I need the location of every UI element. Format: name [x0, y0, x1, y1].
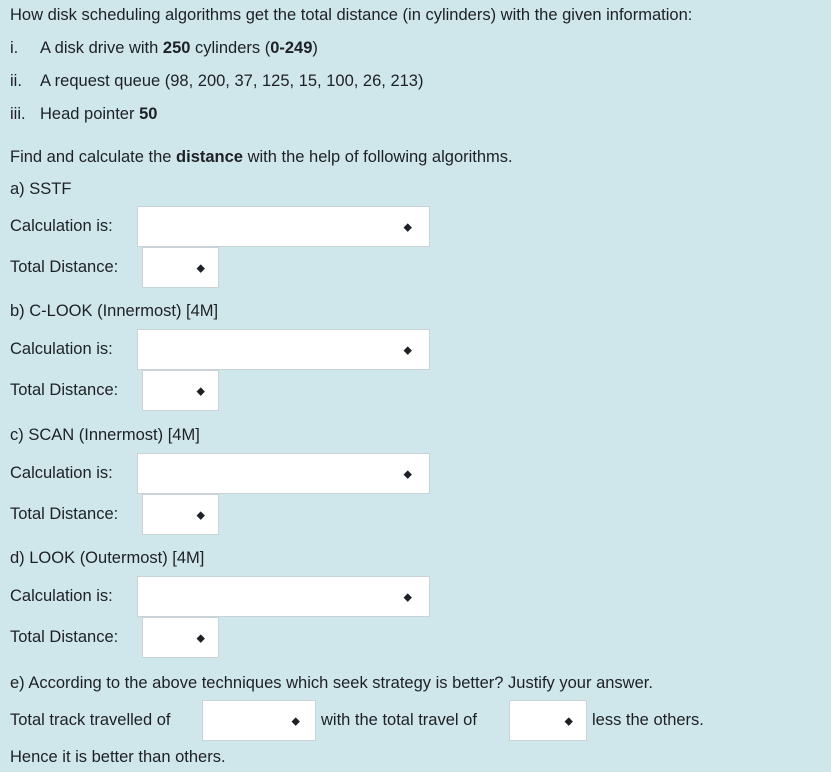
calculation-select-look[interactable]	[137, 576, 430, 617]
calculation-label: Calculation is:	[10, 587, 113, 605]
question-intro: How disk scheduling algorithms get the total distance (in cylinders) with the given information:	[10, 6, 693, 24]
given-item-2: ii. A request queue (98, 200, 37, 125, 15, 100, 26, 213)	[10, 72, 424, 90]
calculation-label: Calculation is:	[10, 217, 113, 235]
total-distance-label: Total Distance:	[10, 628, 119, 646]
calculation-select-sstf[interactable]	[137, 206, 430, 247]
total-distance-label: Total Distance:	[10, 505, 119, 523]
updown-arrows-icon: ◆	[196, 261, 205, 274]
total-distance-label: Total Distance:	[10, 258, 119, 276]
calculation-select-scan[interactable]	[137, 453, 430, 494]
section-label-look: d) LOOK (Outermost) [4M]	[10, 549, 205, 567]
updown-arrows-icon: ◆	[403, 343, 412, 356]
part-e-text-3: less the others.	[592, 711, 704, 729]
updown-arrows-icon: ◆	[403, 590, 412, 603]
updown-arrows-icon: ◆	[196, 384, 205, 397]
part-e-question: e) According to the above techniques which seek strategy is better? Justify your answer.	[10, 674, 653, 692]
updown-arrows-icon: ◆	[403, 220, 412, 233]
updown-arrows-icon: ◆	[564, 714, 573, 727]
given-item-3: iii. Head pointer 50	[10, 105, 158, 123]
total-distance-select-look[interactable]	[142, 617, 219, 658]
part-e-text-2: with the total travel of	[321, 711, 477, 729]
total-distance-select-sstf[interactable]	[142, 247, 219, 288]
updown-arrows-icon: ◆	[291, 714, 300, 727]
updown-arrows-icon: ◆	[196, 631, 205, 644]
given-item-1: i. A disk drive with 250 cylinders (0-249)	[10, 39, 318, 57]
calculation-label: Calculation is:	[10, 464, 113, 482]
part-e-text-1: Total track travelled of	[10, 711, 171, 729]
updown-arrows-icon: ◆	[403, 467, 412, 480]
total-distance-label: Total Distance:	[10, 381, 119, 399]
calculation-select-clook[interactable]	[137, 329, 430, 370]
section-label-scan: c) SCAN (Innermost) [4M]	[10, 426, 200, 444]
section-label-clook: b) C-LOOK (Innermost) [4M]	[10, 302, 219, 320]
best-strategy-select[interactable]	[202, 700, 316, 741]
part-e-conclusion: Hence it is better than others.	[10, 748, 226, 766]
total-distance-select-scan[interactable]	[142, 494, 219, 535]
total-distance-select-clook[interactable]	[142, 370, 219, 411]
best-travel-select[interactable]	[509, 700, 587, 741]
section-label-sstf: a) SSTF	[10, 180, 72, 198]
calculation-label: Calculation is:	[10, 340, 113, 358]
find-instruction: Find and calculate the distance with the help of following algorithms.	[10, 148, 513, 166]
updown-arrows-icon: ◆	[196, 508, 205, 521]
